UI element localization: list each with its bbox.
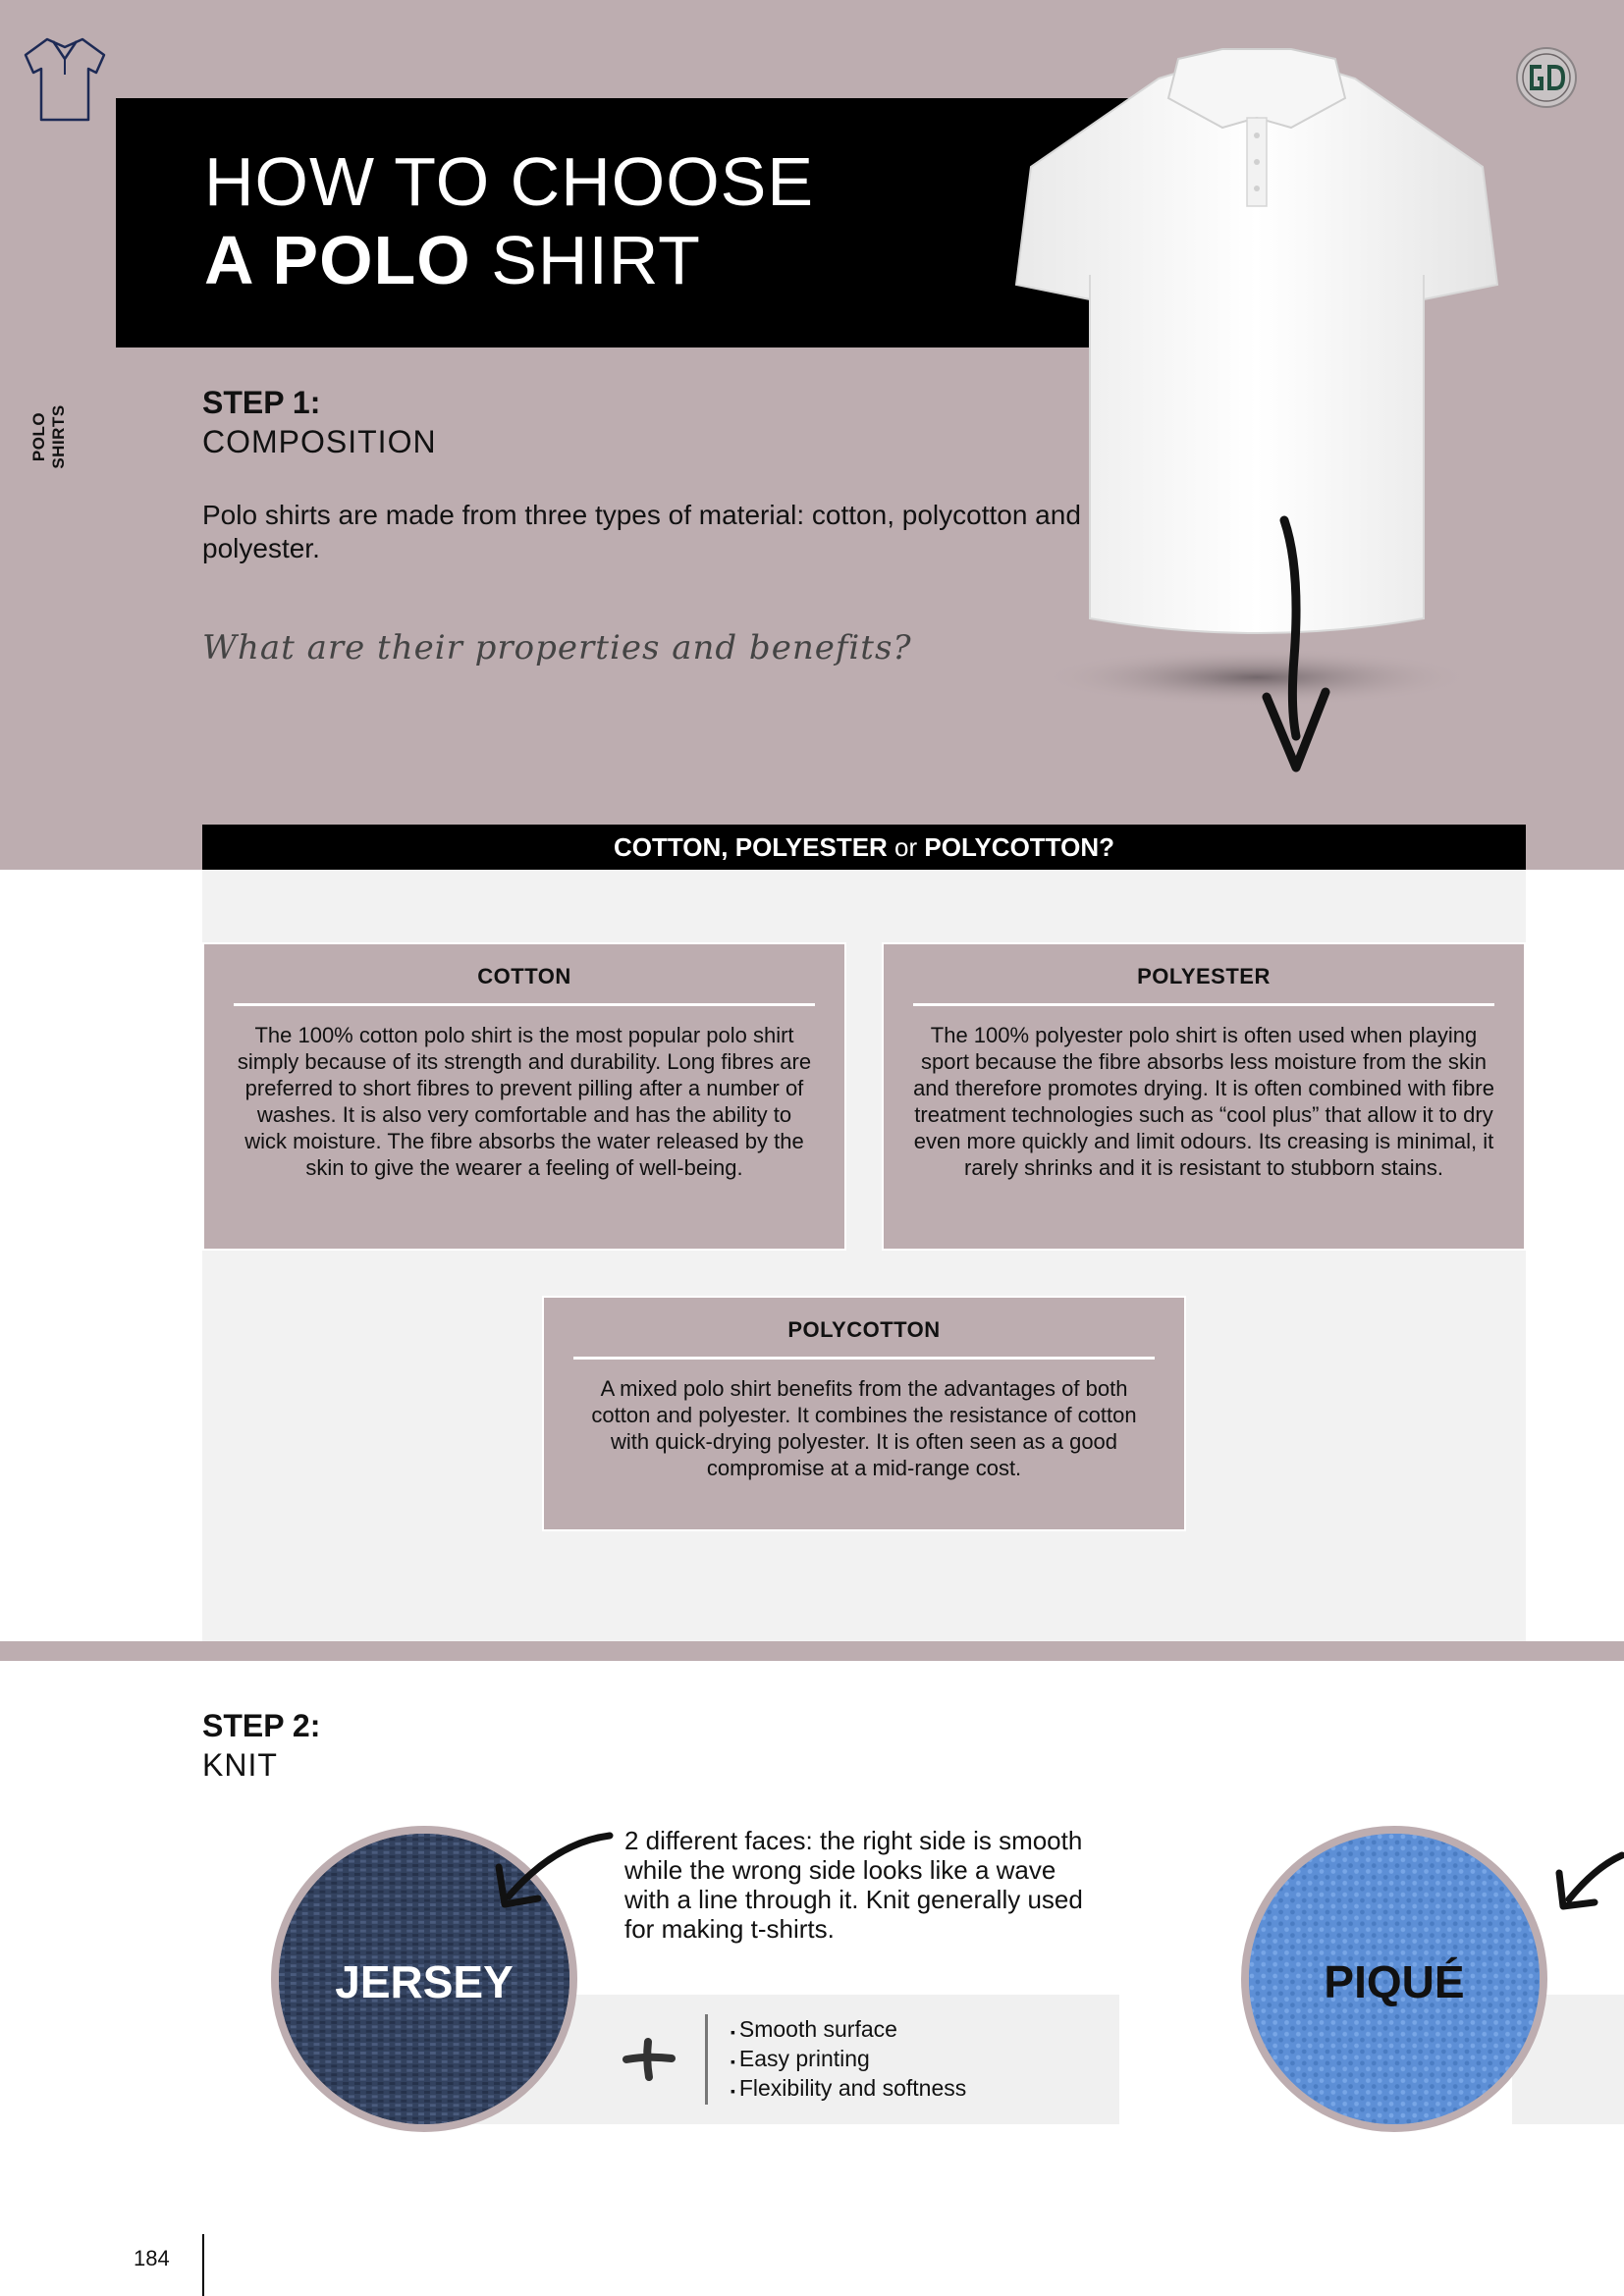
card-rule xyxy=(573,1357,1155,1360)
list-item: ▪ Easy printing xyxy=(731,2046,966,2075)
page-title-line1: HOW TO CHOOSE xyxy=(204,143,815,220)
polyester-card xyxy=(882,942,1526,1251)
card-rule xyxy=(913,1003,1494,1006)
feature-divider xyxy=(705,2014,708,2105)
card-title: COTTON xyxy=(477,964,571,988)
jersey-description: 2 different faces: the right side is smooth while the wrong side looks like a wave with a line through it. Knit generally used for making t-shirts. xyxy=(624,1826,1083,1944)
pique-swatch xyxy=(1241,1826,1547,2132)
comparison-heading-a: COTTON, POLYESTER xyxy=(614,832,888,862)
cotton-card xyxy=(202,942,846,1251)
arrow-down-icon xyxy=(1247,510,1345,785)
page-number: 184 xyxy=(134,2246,170,2270)
jersey-feature-list xyxy=(731,2016,966,2105)
page-title-line2 xyxy=(204,221,701,299)
pique-label: PIQUÉ xyxy=(1324,1956,1465,2007)
page-title-bold: A POLO xyxy=(204,222,471,298)
card-text: The 100% cotton polo shirt is the most popular polo shirt simply because of its strength and durability. Long fibres are preferred to short fibres to prevent pilling after a number of washes. It is also very comfortable and has the ability to wick moisture. The fibre absorbs the water released by the skin to give the wearer a feeling of well-being. xyxy=(237,1023,812,1180)
plus-icon xyxy=(619,2034,677,2083)
section-divider xyxy=(0,1641,1624,1661)
step2-label: STEP 2: xyxy=(202,1708,321,1743)
card-text: The 100% polyester polo shirt is often used when playing sport because the fibre absorbs less moisture from the skin and therefore promotes drying. It is often combined with fibre treatment technologies such as “cool plus” that allow it to dry even more quickly and limit odours. Its creasing is minimal, it rarely shrinks and it is resistant to stubborn stains. xyxy=(913,1023,1494,1180)
step2-subtitle: KNIT xyxy=(202,1747,278,1783)
comparison-heading-b: POLYCOTTON? xyxy=(924,832,1114,862)
list-item: ▪ Flexibility and softness xyxy=(731,2075,966,2105)
side-tab-label: POLO SHIRTS xyxy=(29,404,68,469)
card-rule xyxy=(234,1003,815,1006)
page-number-rule xyxy=(202,2234,204,2296)
polo-shirt-icon xyxy=(18,29,112,128)
list-item: ▪ Smooth surface xyxy=(731,2016,966,2046)
side-tab xyxy=(29,373,69,491)
card-title: POLYESTER xyxy=(1137,964,1271,988)
step1-label: STEP 1: xyxy=(202,385,321,420)
gd-logo-icon xyxy=(1514,45,1579,110)
card-text: A mixed polo shirt benefits from the advantages of both cotton and polyester. It combines the resistance of cotton with quick-drying polyester. It is often seen as a good compromise at a mid-range cost. xyxy=(591,1376,1137,1480)
comparison-heading-or: or xyxy=(887,832,925,862)
jersey-label: JERSEY xyxy=(335,1956,514,2007)
arrow-icon xyxy=(487,1828,615,1916)
arrow-icon xyxy=(1551,1845,1624,1914)
card-title: POLYCOTTON xyxy=(787,1317,941,1342)
comparison-heading xyxy=(202,825,1526,870)
step1-question: What are their properties and benefits? xyxy=(202,628,912,667)
comparison-panel xyxy=(202,870,1526,1641)
polycotton-card xyxy=(542,1296,1186,1531)
step1-text: Polo shirts are made from three types of material: cotton, polycotton and polyester. xyxy=(202,500,1081,563)
page-title-regular: SHIRT xyxy=(470,222,701,298)
step1-subtitle: COMPOSITION xyxy=(202,424,437,459)
